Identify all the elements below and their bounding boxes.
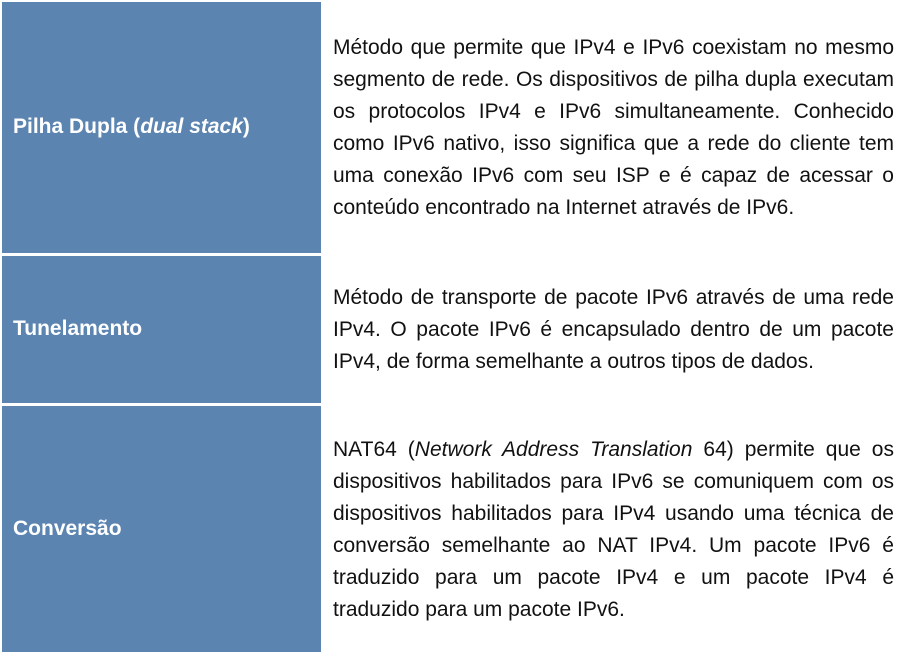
desc-italic-text: Network Address Translation [414,437,693,461]
label-text: Pilha Dupla ( [13,115,141,139]
desc-text: NAT64 ( [333,437,415,461]
ipv6-transition-table [2,2,902,652]
table-row [2,254,902,404]
label-italic-text: dual stack [140,115,243,139]
row-label-dual-stack [2,2,322,254]
desc-text-end: 64) permite que os dispositivos habilitados para IPv6 se comuniquem com os dispositivos habilitados para IPv4 usando uma técnica de conversão semelhante ao NAT IPv4. Um pacote IPv6 é traduzido para um pacote IPv4 e um pacote IPv4 é traduzido para um pacote IPv6. [333,437,894,621]
row-description-conversion [322,404,902,652]
table-row [2,404,902,652]
row-description-dual-stack: Método que permite que IPv4 e IPv6 coexistam no mesmo segmento de rede. Os dispositivos de pilha dupla executam os protocolos IPv4 e IPv6 simultaneamente. Conhecido como IPv6 nativo, isso significa que a rede do cliente tem uma conexão IPv6 com seu ISP e é capaz de acessar o conteúdo encontrado na Internet através de IPv6. [322,2,902,254]
row-description-tunneling: Método de transporte de pacote IPv6 através de uma rede IPv4. O pacote IPv6 é encapsulado dentro de um pacote IPv4, de forma semelhante a outros tipos de dados. [322,254,902,404]
table-row [2,2,902,254]
row-label-conversion: Conversão [2,404,322,652]
row-label-tunneling: Tunelamento [2,254,322,404]
label-text-end: ) [242,115,250,139]
